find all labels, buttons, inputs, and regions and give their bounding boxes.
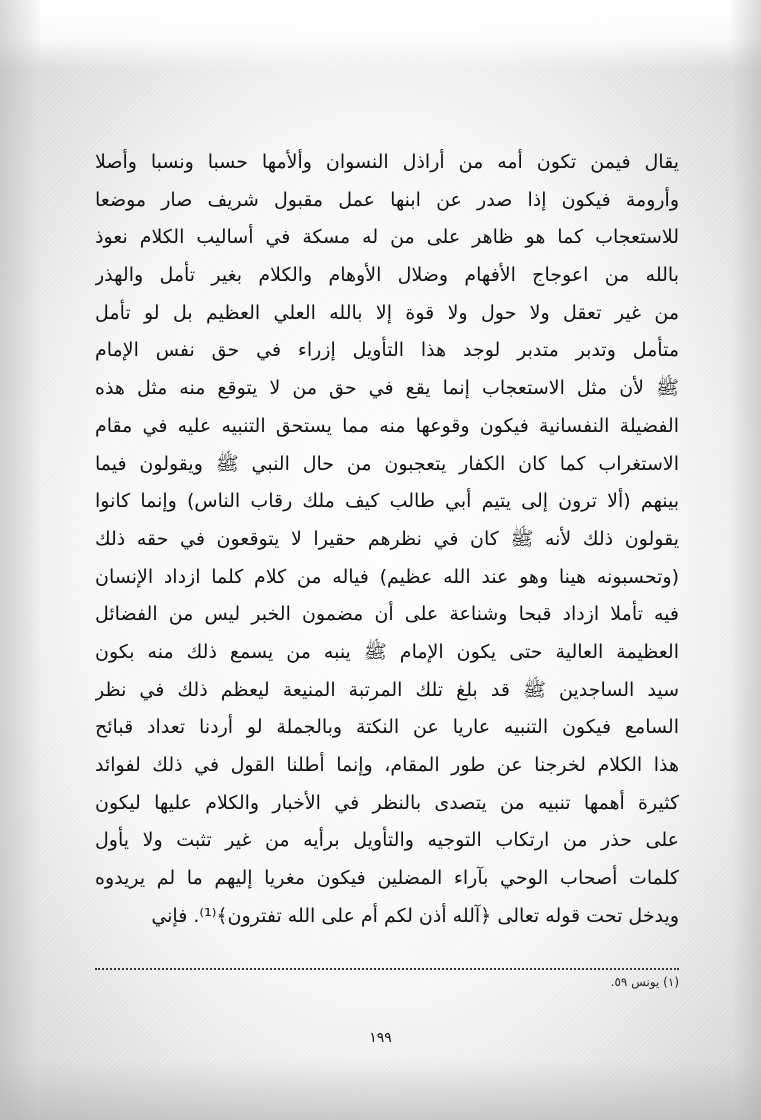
- text-line: وأرومة فيكون إذا صدر عن ابنها عمل مقبول شريف صار موضعا: [95, 188, 679, 211]
- text-line: الفضيلة النفسانية فيكون وقوعها منه مما يستحق التنبيه عليه في مقام: [95, 414, 679, 437]
- text-line: الاستغراب كما كان الكفار يتعجبون من حال النبي ﷺ ويقولون فيما: [95, 452, 679, 475]
- page-edge-shading-right: [731, 0, 761, 1120]
- text-line: كثيرة أهمها تنبيه من يتصدى بالنظر في الأخبار والكلام عليها ليكون: [95, 791, 679, 814]
- text-line: يقال فيمن تكون أمه من أراذل النسوان وألأمها حسبا ونسبا وأصلا: [95, 151, 679, 173]
- page-edge-shading-bottom: [0, 1060, 761, 1120]
- footnote: (١) يونس ٥٩.: [610, 975, 679, 989]
- text-line: كلمات أصحاب الوحي بآراء المضلين فيكون مغريا إليهم ما لم يريدوه: [95, 867, 679, 890]
- text-line: من غير تعقل ولا حول ولا قوة إلا بالله العلي العظيم بل لو تأمل: [95, 301, 679, 324]
- text-line: السامع فيكون التنبيه عاريا عن النكتة وبالجملة لو أردنا تعداد قبائح: [95, 716, 679, 739]
- text-line: متأمل وتدبر متدبر لوجد هذا التأويل إزراء في حق نفس الإمام: [95, 339, 679, 362]
- page-number: ١٩٩: [369, 1030, 392, 1046]
- text-line: بينهم (ألا ترون إلى يتيم أبي طالب كيف ملك رقاب الناس) وإنما كانوا: [95, 490, 679, 513]
- page-edge-shading-top: [0, 0, 761, 70]
- text-line: سيد الساجدين ﷺ قد بلغ تلك المرتبة المنيعة ليعظم ذلك في نظر: [95, 678, 679, 701]
- text-line: هذا الكلام لخرجنا عن طور المقام، وإنما أطلنا القول في ذلك لفوائد: [95, 754, 679, 776]
- text-line: ويدخل تحت قوله تعالى ﴿آلله أذن لكم أم على الله تفترون﴾⁽¹⁾. فإني: [151, 904, 679, 927]
- text-line: على حذر من ارتكاب التوجيه والتأويل برأيه من غير تثبت ولا يأول: [95, 829, 679, 852]
- text-line: (وتحسبونه هينا وهو عند الله عظيم) فياله من كلام كلما ازداد الإنسان: [95, 565, 679, 588]
- footnote-divider: [95, 968, 679, 970]
- text-line: للاستعجاب كما هو ظاهر على من له مسكة في أساليب الكلام نعوذ: [95, 226, 679, 249]
- text-line: يقولون ذلك لأنه ﷺ كان في نظرهم حقيرا لا يتوقعون في حقه ذلك: [95, 527, 679, 550]
- text-line: العظيمة العالية حتى يكون الإمام ﷺ ينبه من يسمع ذلك منه بكون: [95, 640, 679, 663]
- text-line: فيه تأملا ازداد قبحا وشناعة على أن مضمون الخبر ليس من الفضائل: [95, 603, 679, 626]
- text-line: بالله من اعوجاج الأفهام وضلال الأوهام والكلام بغير تأمل والهذر: [95, 264, 679, 287]
- page-edge-shading-left: [0, 0, 40, 1120]
- body-text: [95, 144, 679, 935]
- text-line: ﷺ لأن مثل الاستعجاب إنما يقع في حق من لا يتوقع منه مثل هذه: [95, 377, 679, 400]
